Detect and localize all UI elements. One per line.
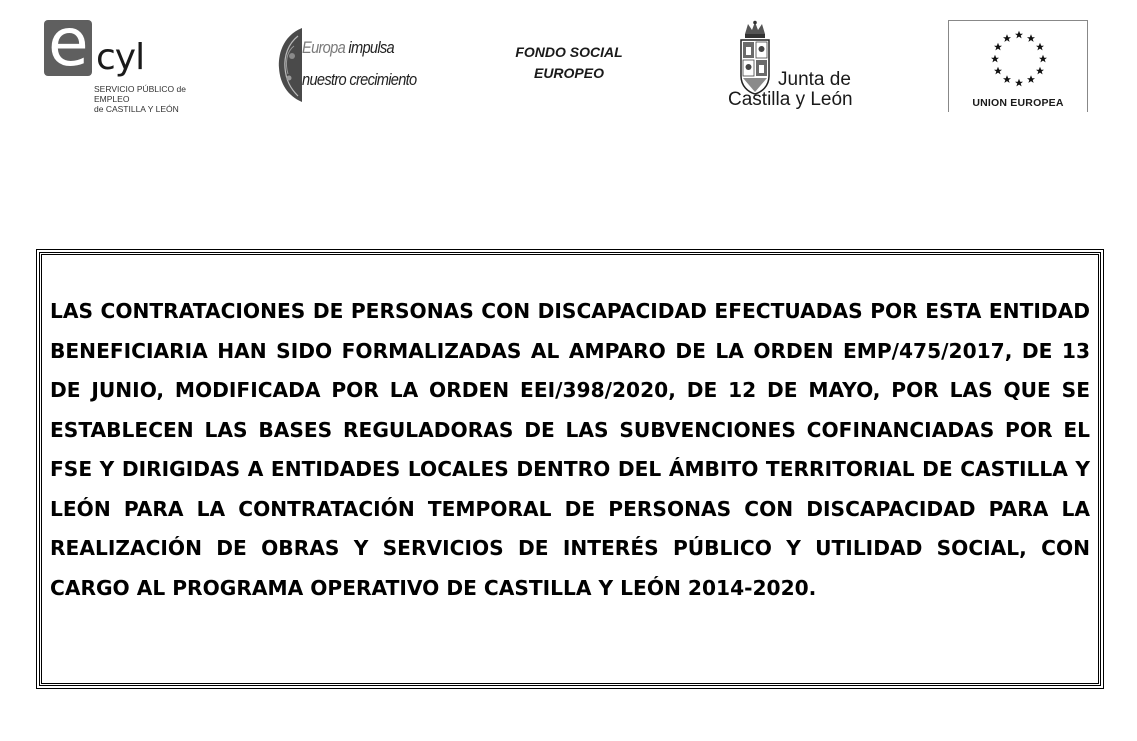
globe-icon [276,26,304,104]
impulsa-word: impulsa [348,38,394,57]
fse-line1: FONDO SOCIAL [515,44,623,60]
fondo-social-europeo-label [504,42,634,84]
union-europea-logo [948,20,1088,112]
fse-line2: EUROPEO [533,65,604,81]
ecyl-wordmark: cyl [96,37,145,78]
europa-word: Europa [302,38,346,57]
junta-castilla-leon-logo [726,20,876,116]
ecyl-logo [44,4,209,114]
notice-box [36,249,1104,689]
junta-line2: Castilla y León [728,89,853,110]
europa-impulsa-logo [276,26,426,106]
europa-impulsa-line2: nuestro crecimiento [302,70,417,89]
junta-line1: Junta de [778,69,851,90]
ecyl-subtitle-line1: SERVICIO PÚBLICO de EMPLEO [94,84,186,104]
ecyl-mark-icon [44,4,92,81]
ue-label: UNION EUROPEA [972,97,1064,109]
eu-stars-icon [977,27,1061,91]
ecyl-letter: e [48,4,89,81]
ecyl-subtitle-line2: de CASTILLA Y LEÓN [94,104,179,114]
europa-impulsa-line1 [302,38,394,58]
notice-text: LAS CONTRATACIONES DE PERSONAS CON DISCAPACIDAD EFECTUADAS POR ESTA ENTIDAD BENEFICIARIA HAN SIDO FORMALIZADAS AL AMPARO DE LA ORDEN EMP/475/2017, DE 13 DE JUNIO, MODIFICADA POR LA ORDEN EEI/398/2020, DE 12 DE MAYO, POR LAS QUE SE ESTABLECEN LAS BASES REGULADORAS DE LAS SUBVENCIONES COFINANCIADAS POR EL FSE Y DIRIGIDAS A ENTIDADES LOCALES DENTRO DEL ÁMBITO TERRITORIAL DE CASTILLA Y LEÓN PARA LA CONTRATACIÓN TEMPORAL DE PERSONAS CON DISCAPACIDAD PARA LA REALIZACIÓN DE OBRAS Y SERVICIOS DE INTERÉS PÚBLICO Y UTILIDAD SOCIAL, CON CARGO AL PROGRAMA OPERATIVO DE CASTILLA Y LEÓN 2014-2020. [50,299,1090,600]
ecyl-subtitle [94,84,214,114]
